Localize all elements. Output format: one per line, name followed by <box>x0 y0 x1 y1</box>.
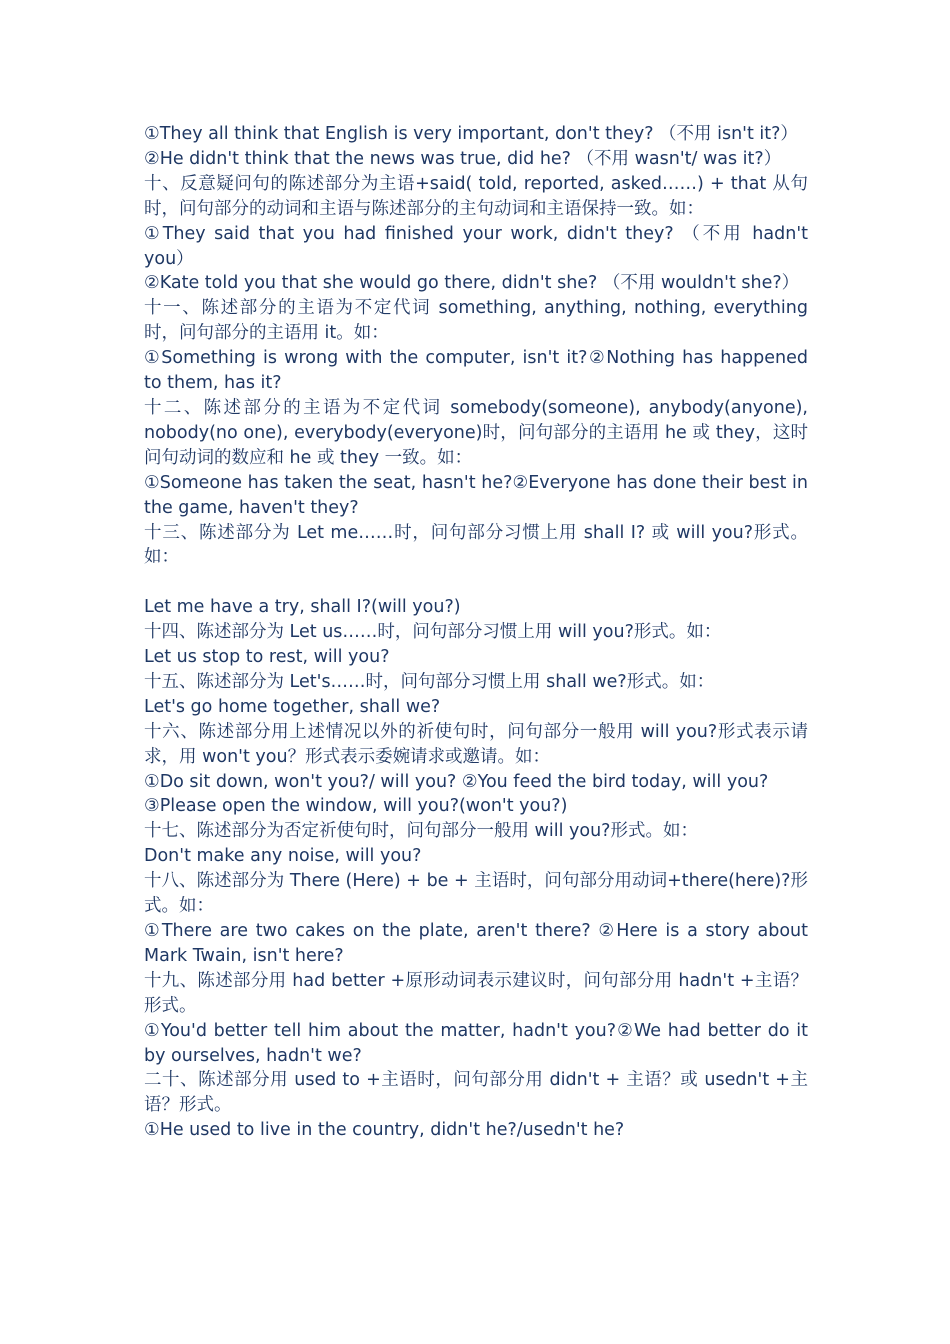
rule-14-heading: 十四、陈述部分为 Let us……时，问句部分习惯上用 will you?形式。如： <box>144 622 722 643</box>
example-line: ①Someone has taken the seat, hasn't he?②Everyone has done their best in the game, haven't they? <box>144 472 808 518</box>
example-line: Let us stop to rest, will you? <box>144 647 390 668</box>
rule-20-heading: 二十、陈述部分用 used to +主语时，问句部分用 didn't + 主语？或 usedn't +主语？形式。 <box>144 1070 808 1116</box>
example-line: ①There are two cakes on the plate, aren't there? ②Here is a story about Mark Twain, isn't here? <box>144 920 808 966</box>
example-line: ①You'd better tell him about the matter, hadn't you?②We had better do it by ourselves, hadn't we? <box>144 1020 808 1066</box>
rule-15-heading: 十五、陈述部分为 Let's……时，问句部分习惯上用 shall we?形式。如： <box>144 671 715 692</box>
example-line: ②He didn't think that the news was true, did he? （不用 wasn't/ was it?） <box>144 148 782 169</box>
rule-13-heading: 十三、陈述部分为 Let me……时，问句部分习惯上用 shall I? 或 will you?形式。如： <box>144 522 808 568</box>
blank-line <box>144 570 808 595</box>
example-line: ①He used to live in the country, didn't he?/usedn't he? <box>144 1120 625 1141</box>
rule-19-heading: 十九、陈述部分用 had better +原形动词表示建议时，问句部分用 hadn't +主语？形式。 <box>144 970 808 1016</box>
example-line: ①Do sit down, won't you?/ will you? ②You feed the bird today, will you? <box>144 771 769 792</box>
example-line: ②Kate told you that she would go there, didn't she? （不用 wouldn't she?） <box>144 273 800 294</box>
document-body <box>144 122 808 1143</box>
example-line: Don't make any noise, will you? <box>144 846 422 867</box>
rule-11-heading: 十一、陈述部分的主语为不定代词 something, anything, nothing, everything 时，问句部分的主语用 it。如： <box>144 298 808 344</box>
example-line: ①They said that you had finished your work, didn't they? （不用 hadn't you） <box>144 223 808 269</box>
rule-18-heading: 十八、陈述部分为 There (Here) + be + 主语时，问句部分用动词+there(here)?形式。如： <box>144 871 808 917</box>
example-line: ③Please open the window, will you?(won't you?) <box>144 796 568 817</box>
rule-12-heading: 十二、陈述部分的主语为不定代词 somebody(someone), anybody(anyone), nobody(no one), everybody(everyone)时，问句部分的主语用 he 或 they，这时问句动词的数应和 he 或 they 一致。如： <box>144 397 808 468</box>
example-line: Let's go home together, shall we? <box>144 696 441 717</box>
example-line: ①Something is wrong with the computer, isn't it?②Nothing has happened to them, has it? <box>144 348 808 394</box>
example-line: ①They all think that English is very important, don't they? （不用 isn't it?） <box>144 124 798 144</box>
rule-16-heading: 十六、陈述部分用上述情况以外的祈使句时，问句部分一般用 will you?形式表示请求，用 won't you？形式表示委婉请求或邀请。如： <box>144 721 808 767</box>
example-line: Let me have a try, shall I?(will you?) <box>144 597 461 618</box>
rule-10-heading: 十、反意疑问句的陈述部分为主语+said( told, reported, asked……) + that 从句时，问句部分的动词和主语与陈述部分的主句动词和主语保持一致。如： <box>144 173 808 219</box>
rule-17-heading: 十七、陈述部分为否定祈使句时，问句部分一般用 will you?形式。如： <box>144 821 698 842</box>
